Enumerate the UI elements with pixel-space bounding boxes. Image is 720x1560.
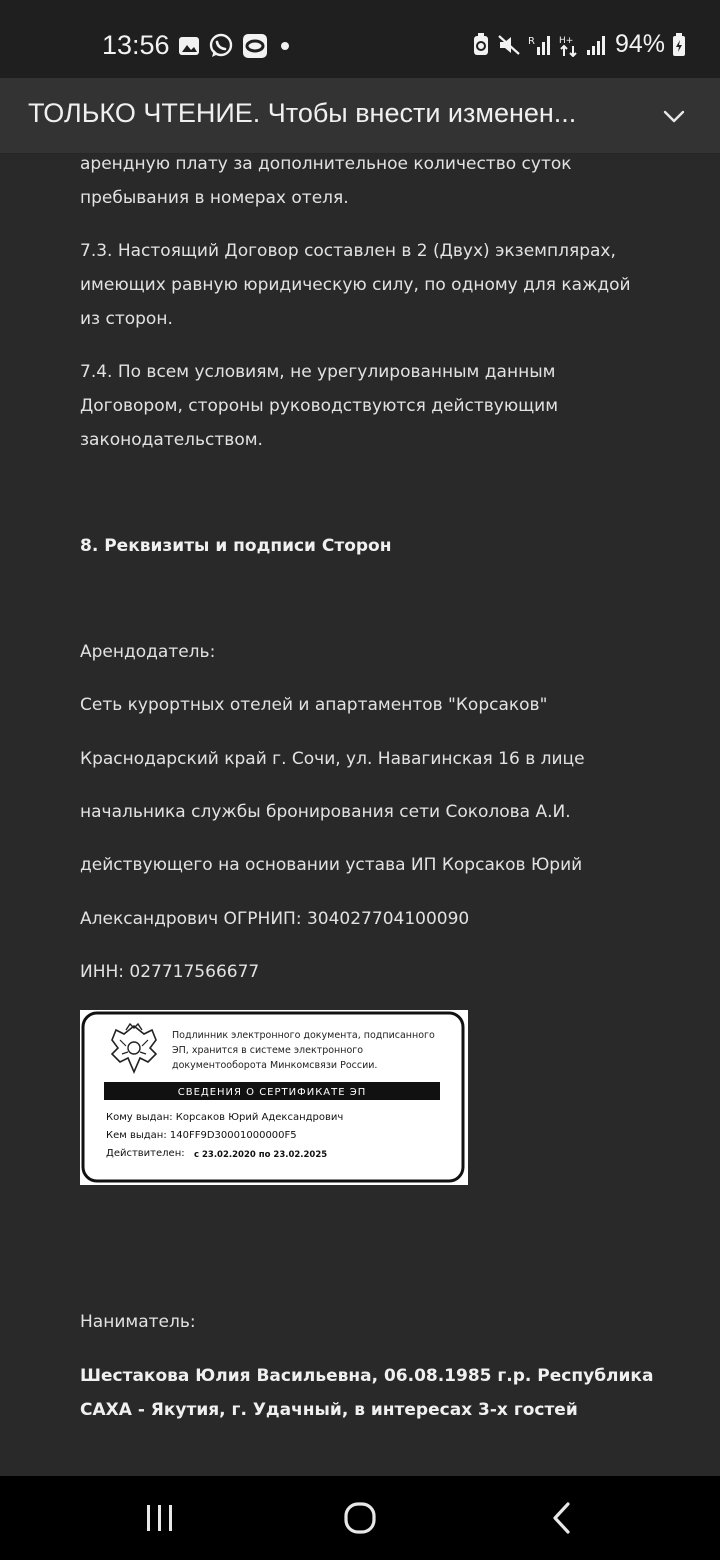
text-line: законодательством. xyxy=(80,430,263,450)
cert-valid-range: с 23.02.2020 по 23.02.2025 xyxy=(194,1150,328,1160)
paragraph-7-3 xyxy=(80,234,660,336)
battery-icon xyxy=(672,33,686,57)
signal-icon xyxy=(586,33,608,57)
landlord-label: Арендодатель: xyxy=(80,642,216,662)
cert-issued-by: Кем выдан: 140FF9D30001000000F5 xyxy=(106,1130,297,1141)
system-icons xyxy=(472,30,686,59)
read-only-banner-text: ТОЛЬКО ЧТЕНИЕ. Чтобы внести изменен... xyxy=(28,98,577,128)
section-8-heading: 8. Реквизиты и подписи Сторон xyxy=(80,536,392,556)
notification-icons xyxy=(178,33,294,59)
signal-r-icon xyxy=(528,33,552,57)
status-time: 13:56 xyxy=(102,30,170,60)
text-line: 7.4. По всем условиям, не урегулированным данным xyxy=(80,362,556,382)
cert-line-3: документооборота Минкомсвязи России. xyxy=(172,1060,378,1071)
text-line: САХА - Якутия, г. Удачный, в интересах 3-х гостей xyxy=(80,1400,578,1420)
landlord-basis: действующего на основании устава ИП Корсаков Юрий xyxy=(80,855,583,875)
tenant-label: Наниматель: xyxy=(80,1312,196,1332)
cert-line-1: Подлинник электронного документа, подписанного xyxy=(172,1030,435,1041)
certificate-stamp xyxy=(80,1010,468,1185)
dot-icon xyxy=(276,37,294,55)
landlord-name: Сеть курортных отелей и апартаментов "Корсаков" xyxy=(80,695,548,715)
circle-app-icon xyxy=(242,33,268,59)
home-icon[interactable] xyxy=(340,1498,380,1538)
read-only-banner[interactable] xyxy=(0,78,720,154)
text-line: из сторон. xyxy=(80,309,173,329)
text-line: Договором, стороны руководствуются действующим xyxy=(80,396,559,416)
gallery-icon xyxy=(178,35,200,57)
recycle-icon xyxy=(472,33,490,57)
paragraph-7-4 xyxy=(80,355,660,457)
landlord-address: Краснодарский край г. Сочи, ул. Навагинская 16 в лице xyxy=(80,749,585,769)
cert-header: СВЕДЕНИЯ О СЕРТИФИКАТЕ ЭП xyxy=(177,1087,367,1098)
certificate-stamp-image xyxy=(80,1010,468,1185)
navigation-bar xyxy=(0,1476,720,1560)
mute-icon xyxy=(497,33,521,57)
data-arrows-icon xyxy=(559,33,579,57)
text-line: пребывания в номерах отеля. xyxy=(80,188,349,208)
cert-line-2: ЭП, хранится в системе электронного xyxy=(172,1045,364,1056)
landlord-representative: начальника службы бронирования сети Соколова А.И. xyxy=(80,802,571,822)
text-line: 7.3. Настоящий Договор составлен в 2 (Двух) экземплярах, xyxy=(80,241,616,261)
text-line: имеющих равную юридическую силу, по одному для каждой xyxy=(80,275,631,295)
battery-percent: 94% xyxy=(614,30,665,58)
cert-issued-to: Кому выдан: Корсаков Юрий Адександрович xyxy=(106,1112,344,1123)
landlord-ogrnip: Александрович ОГРНИП: 304027704100090 xyxy=(80,909,470,929)
svg-text:R: R xyxy=(527,35,535,47)
recent-apps-icon[interactable] xyxy=(140,1498,180,1538)
cert-valid-label: Действителен: xyxy=(106,1148,185,1159)
svg-text:H+: H+ xyxy=(558,35,574,46)
whatsapp-icon xyxy=(208,33,234,59)
text-line: Шестакова Юлия Васильевна, 06.08.1985 г.р. Республика xyxy=(80,1366,654,1386)
paragraph-rent-tail xyxy=(80,147,660,215)
landlord-inn: ИНН: 027717566677 xyxy=(80,962,260,982)
status-bar xyxy=(0,0,720,78)
tenant-info xyxy=(80,1359,660,1427)
chevron-down-icon[interactable] xyxy=(660,104,688,128)
back-icon[interactable] xyxy=(542,1498,582,1538)
text-line: арендную плату за дополнительное количество суток xyxy=(80,154,572,174)
